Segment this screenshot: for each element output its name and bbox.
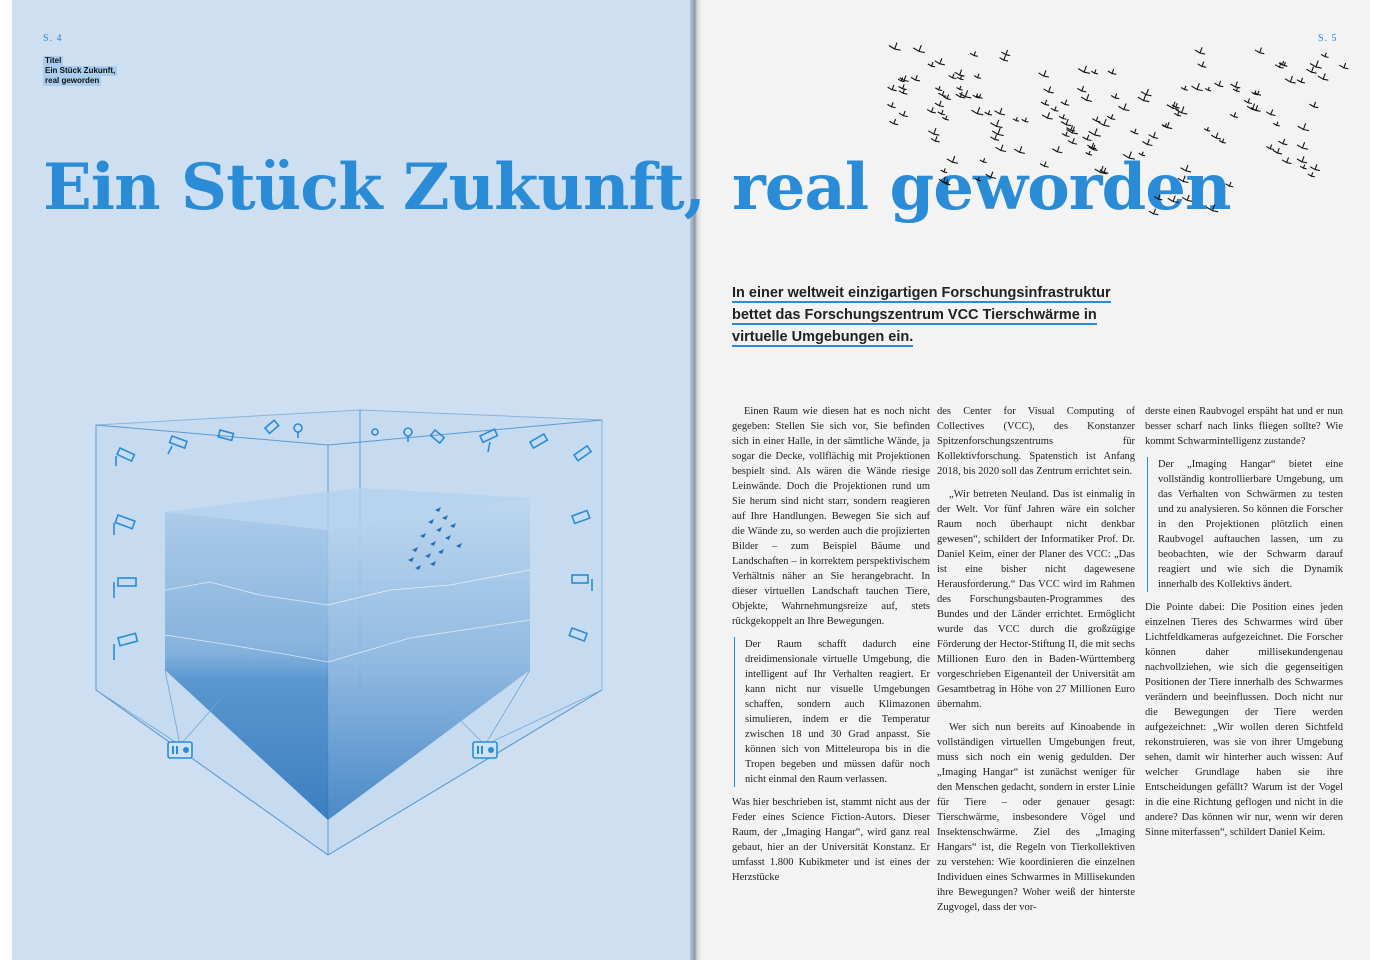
bird-mark	[931, 136, 940, 142]
bird-mark	[935, 101, 944, 107]
bird-mark	[1039, 70, 1049, 77]
bird-mark	[990, 120, 1002, 128]
bird-mark	[1141, 89, 1151, 96]
bird-mark	[1297, 156, 1307, 163]
bird-mark	[1142, 139, 1152, 145]
bird-mark	[1207, 205, 1218, 212]
bird-mark	[1044, 86, 1054, 93]
bird-mark	[1001, 50, 1010, 56]
section-label	[43, 56, 117, 86]
bird-mark	[1098, 119, 1109, 126]
paragraph: Wer sich nun bereits auf Kinoabende in vollständigen virtuellen Umgebungen freut, muss sich noch ein wenig gedulden. Der „Imaging Hangar“ ist zunächst weniger für den Menschen gedacht, sondern in erster Linie für Tiere – oder genauer gesagt: Tierschwärme, insbesondere Vögel und Insektenschwärme. Ziel des „Imaging Hangars“ ist, die Regeln von Tierkollektiven zu verstehen: Wie koordinieren die einzelnen Individuen eines Schwarmes in Millisekunden ihre Bewegungen? Woher weiß der hinterste Zugvogel, dass der vor-	[937, 722, 1135, 913]
bird-mark	[1195, 47, 1205, 54]
bird-mark	[887, 102, 895, 107]
bird-mark	[1149, 132, 1158, 138]
bird-mark	[1339, 63, 1348, 69]
bird-mark	[1118, 104, 1129, 111]
bird-mark	[1182, 195, 1192, 201]
bird-mark	[1131, 129, 1139, 134]
bird-mark	[1306, 67, 1316, 74]
bird-mark	[1013, 117, 1019, 121]
bird-mark	[1285, 76, 1296, 83]
bird-mark	[1198, 62, 1207, 68]
bird-mark	[1310, 164, 1320, 170]
bird-mark	[1042, 112, 1053, 119]
bird-mark	[1089, 128, 1101, 136]
bird-mark	[995, 108, 1005, 115]
bird-mark	[928, 62, 935, 67]
bird-mark	[1255, 48, 1264, 54]
bird-mark	[949, 74, 957, 79]
bird-mark	[1022, 118, 1029, 122]
bird-mark	[890, 119, 899, 125]
bird-mark	[990, 135, 999, 141]
bird-mark	[975, 177, 981, 181]
bird-mark	[899, 111, 908, 117]
bird-mark	[1077, 86, 1086, 92]
bird-mark	[1062, 132, 1069, 137]
page-number-left: S. 4	[43, 33, 63, 44]
bird-mark	[1108, 69, 1116, 74]
bird-mark	[1111, 93, 1119, 98]
bird-mark	[1309, 102, 1318, 108]
section-label-line3: real geworden	[45, 76, 100, 85]
lead-line2: bettet das Forschungszentrum VCC Tierschwärme in	[732, 307, 1097, 323]
bird-mark	[1321, 53, 1328, 58]
bird-mark	[1081, 94, 1092, 101]
paragraph: „Wir betreten Neuland. Das ist einmalig in der Welt. Vor fünf Jahren wäre ein solcher Raum noch überhaupt nicht denkbar gewesen“, schildert der Informatiker Prof. Dr. Daniel Keim, einer der Planer des VCC: „Das ist eine bisher nicht dagewesene Herausforderung.“ Das VCC wird im Rahmen des Forschungsbauten-Programmes des Bundes und der Länder errichtet. Ermöglicht wurde das VCC durch die großzügige Förderung der Hector-Stiftung II, die mit sechs Millionen Euro den in Baden-Württemberg vorgeschrieben Eigenanteil der Universität am Gesamtbetrag in Höhe von 27 Millionen Euro übernahm.	[937, 489, 1135, 710]
bird-mark	[1297, 142, 1308, 149]
bird-mark	[1092, 117, 1100, 122]
bird-mark	[1273, 148, 1282, 154]
bird-mark	[941, 168, 947, 172]
section-label-line1: Titel	[45, 56, 62, 65]
bird-mark	[1244, 98, 1252, 103]
bird-mark	[970, 51, 978, 56]
bird-mark	[1154, 194, 1162, 199]
bird-mark	[1000, 55, 1009, 61]
bird-mark	[943, 95, 951, 100]
bird-mark	[992, 128, 1003, 135]
page-number-right: S. 5	[1318, 33, 1338, 44]
bird-mark	[1211, 133, 1221, 139]
bird-mark	[935, 58, 945, 65]
bird-mark	[1181, 165, 1191, 172]
bird-mark	[935, 86, 942, 90]
bird-mark	[1308, 172, 1315, 177]
bird-mark	[1052, 146, 1062, 152]
bird-mark	[1040, 161, 1049, 167]
bird-mark	[955, 70, 965, 76]
bird-mark	[1266, 110, 1275, 116]
text-column-1	[732, 404, 930, 893]
bird-mark	[1266, 145, 1274, 150]
bird-mark	[938, 110, 945, 115]
bird-mark	[1061, 100, 1070, 106]
paragraph-highlighted: Der Raum schafft dadurch eine dreidimensionale virtuelle Umgebung, die intelligent auf Ihr Verhalten reagiert. Er kann nicht nur visuelle Umgebungen schaffen, sondern auch Klimazonen simulieren, indem er die Temperatur zwischen 18 und 30 Grad anpasst. Sie können sich von Mitteleuropa bis in die Tropen begeben und müssen dafür noch nicht einmal den Raum verlassen.	[734, 637, 930, 787]
bird-mark	[942, 116, 949, 120]
paragraph: Was hier beschrieben ist, stammt nicht aus der Feder eines Science Fiction-Autors. Dieser Raum, der „Imaging Hangar“, wird ganz real gebaut, hier an der Universität Konstanz. Er umfasst 1.800 Kubikmeter und ist eines der Herzstücke	[732, 797, 930, 883]
bird-mark	[928, 128, 939, 135]
bird-mark	[1068, 138, 1077, 144]
bird-mark	[1231, 82, 1241, 88]
lead-paragraph	[732, 282, 1132, 348]
bird-mark	[980, 158, 987, 162]
bird-mark	[1059, 114, 1067, 119]
bird-mark	[971, 107, 983, 115]
bird-mark	[974, 74, 981, 79]
bird-mark	[1014, 146, 1025, 153]
bird-mark	[913, 45, 925, 53]
text-column-3	[1145, 404, 1343, 848]
bird-mark	[1123, 152, 1135, 160]
text-column-2	[937, 404, 1135, 923]
bird-mark	[1162, 122, 1172, 129]
bird-mark	[1149, 209, 1158, 215]
projection-room-illustration	[90, 400, 630, 880]
bird-mark	[889, 43, 901, 51]
bird-mark	[1278, 139, 1287, 145]
bird-mark	[1178, 176, 1189, 183]
lead-line1: In einer weltweit einzigartigen Forschungsinfrastruktur	[732, 285, 1111, 301]
bird-mark	[938, 91, 946, 96]
bird-mark	[1230, 112, 1238, 117]
bird-mark	[1205, 87, 1211, 91]
bird-mark	[1300, 165, 1307, 169]
bird-mark	[1051, 106, 1058, 111]
bird-mark	[996, 145, 1006, 152]
paragraph-highlighted: Der „Imaging Hangar“ bietet eine vollständig kontrollierbare Umgebung, um das Verhalten von Schwärmen zu testen und zu analysieren. So können die Forscher in den Projektionen plötzlich einen Raubvogel auftauchen lassen, um zu beobachten, wie der Schwarm darauf reagiert und wie sich die Dynamik innerhalb des Kollektivs ändert.	[1147, 457, 1343, 592]
bird-mark	[985, 110, 992, 115]
bird-mark	[1139, 152, 1145, 156]
bird-mark	[1297, 78, 1305, 83]
bird-mark	[1168, 196, 1179, 203]
bird-mark	[1204, 127, 1210, 131]
bird-mark	[986, 172, 996, 179]
lead-line3: virtuelle Umgebungen ein.	[732, 329, 914, 345]
bird-mark	[1273, 122, 1280, 126]
paragraph: des Center for Visual Computing of Collectives (VCC), des Konstanzer Spitzenforschungszentrums für Kollektivforschung. Spatenstich ist Anfang 2018, bis 2020 soll das Zentrum errichtet sein.	[937, 406, 1135, 477]
bird-mark	[1282, 157, 1291, 163]
bird-mark	[957, 86, 963, 90]
bird-mark	[1318, 73, 1328, 80]
bird-mark	[1181, 86, 1188, 90]
bird-mark	[1083, 135, 1092, 141]
bird-flock-illustration	[880, 35, 1370, 225]
bird-mark	[1298, 123, 1309, 130]
bird-mark	[927, 107, 936, 113]
bird-mark	[1107, 114, 1115, 119]
bird-mark	[1281, 62, 1288, 66]
paragraph: Die Pointe dabei: Die Position eines jeden einzelnen Tieres des Schwarmes wird über Lichtfeldkameras aufgezeichnet. Die Forscher können daher millisekundengenau nachvollziehen, wie sich die gegenseitigen Positionen der Tiere innerhalb des Schwarmes verändern und beeinflussen. Doch nicht nur die Bewegungen der Tiere werden aufgezeichnet: „Wir wollen deren Sichtfeld rekonstruieren, was sie von ihrer Umgebung sehen, damit wir hinterher auch wissen: Auf welcher Grundlage haben sie ihre Entscheidungen gefällt? Warum ist der Vogel in die eine Richtung geflogen und nicht in die andere? Das können wir nur, wenn wir deren Sinne miterfassen“, schildert Daniel Keim.	[1145, 602, 1343, 838]
paragraph: Einen Raum wie diesen hat es noch nicht gegeben: Stellen Sie sich vor, Sie befinden sich in einer Halle, in der sämtliche Wände, ja sogar die Decke, vollflächig mit Projektionen bespielt sind. Als wären die Wände riesige Leinwände. Doch die Projektionen rund um Sie herum sind nicht starr, sondern reagieren auf Ihre Handlungen. Bewegen Sie sich auf die Wände zu, so werden auch die projizierten Bilder – zum Beispiel Bäume und Landschaften – in korrektem perspektivischem Verhältnis näher an Sie herangebracht. In dieser virtuellen Landschaft tauchen Tiere, Objekte, Wahrnehmungsreize auf, stets rückgekoppelt an Ihre Bewegungen.	[732, 406, 930, 627]
bird-mark	[1086, 151, 1092, 155]
bird-mark	[973, 93, 980, 97]
bird-mark	[1078, 66, 1090, 74]
bird-mark	[1091, 69, 1098, 73]
bird-mark	[888, 85, 897, 91]
bird-mark	[1041, 100, 1049, 105]
page-gutter	[690, 0, 702, 960]
paragraph: derste einen Raubvogel erspäht hat und er nun besser scharf nach links fliegen sollte? Wie kommt Schwarmintelligenz zustande?	[1145, 406, 1343, 447]
bird-mark	[956, 92, 965, 98]
headline-right: real geworden	[732, 150, 1231, 225]
section-label-line2: Ein Stück Zukunft,	[45, 66, 116, 75]
bird-mark	[1191, 83, 1202, 90]
bird-mark	[1214, 81, 1223, 87]
bird-mark	[899, 84, 907, 89]
bird-mark	[911, 75, 920, 81]
headline-left: Ein Stück Zukunft,	[43, 150, 705, 225]
bird-mark	[1061, 119, 1071, 126]
bird-mark	[947, 156, 958, 163]
bird-mark	[1226, 182, 1234, 187]
bird-mark	[1310, 61, 1322, 69]
